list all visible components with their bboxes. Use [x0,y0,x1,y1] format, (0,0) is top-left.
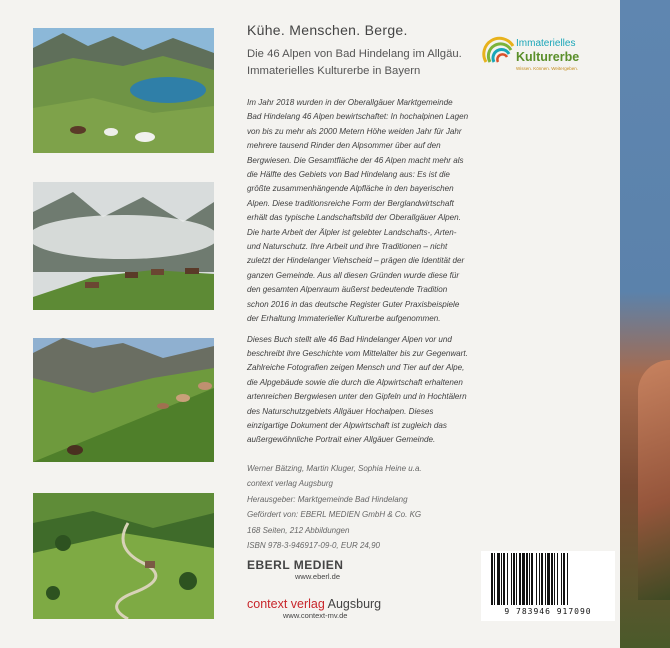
barcode-bar [522,553,525,605]
blurb-paragraph-1: Im Jahr 2018 wurden in der Oberallgäuer Marktgemeinde Bad Hindelang 46 Alpen bewirtschaftet: In hochalpinen Lagen von bis zu mehr als 2000 Metern Höhe weiden Jahr für Jahr mehrere tausend Rinder den Alpsommer über auf den Bergwiesen. Die Gesamtfläche der 46 Alpen macht mehr als die Hälfte des Gebiets von Bad Hindelang aus: Es ist die größte zusammenhängende Alpfläche in den bayerischen Alpen. Diese traditionsreiche Form der Berglandwirtschaft erhält das typische Landschaftsbild der Oberallgäuer Alpen. Die harte Arbeit der Älpler ist gelebter Landschafts-, Arten- und Naturschutz. Ihre Arbeit und ihre Traditionen – nicht zuletzt der Hindelanger Viehscheid – prägen die Identität der ganzen Gemeinde. Aus all diesen Gründen wurde diese für den gesamten Alpenraum äußerst bedeutende Tradition schon 2016 in das deutsche Register Guter Praxisbeispiele der Erhaltung Immaterieller Kulturerbe aufgenommen. [247,98,469,324]
barcode-bar [513,553,515,605]
context-verlag-logo [247,597,447,620]
subtitle-line-1: Die 46 Alpen von Bad Hindelang im Allgäu. [247,48,462,60]
blurb-paragraph-2: Dieses Buch stellt alle 46 Bad Hindelanger Alpen vor und beschreibt ihre Geschichte vom Mittelalter bis zur Gegenwart. Zahlreiche Fotografien zeigen Mensch und Tier auf der Alpe, die Alpgebäude sowie die durch die Alpwirtschaft erhaltenen artenreichen Bergwiesen unter den Gipfeln und in Hochtälern des Naturschutzgebiets Allgäuer Hochalpen. Dieses einzigartige Dokument der Alpwirtschaft ist zugleich das außergewöhnliche Portrait einer Allgäuer Gemeinde. [247,334,468,445]
photo-hillside-cows [33,338,214,462]
barcode-bar [491,553,493,605]
credits-sponsor: Gefördert von: EBERL MEDIEN GmbH & Co. KG [247,510,422,520]
barcode-bar [497,553,500,605]
eberl-url[interactable]: www.eberl.de [295,572,341,581]
barcode-bar [526,553,528,605]
title-block [247,22,472,80]
barcode-bar [507,553,508,605]
barcode-bar [494,553,495,605]
barcode-bar [561,553,562,605]
barcode-number: 9 783946 917090 [504,607,592,616]
barcode-bars [489,553,607,607]
context-url[interactable]: www.context-mv.de [283,611,348,620]
barcode-bar [536,553,537,605]
barcode-bar [539,553,540,605]
photo-green-valley [33,493,214,619]
eberl-medien-logo [247,558,397,581]
isbn-barcode [481,551,615,621]
green-valley-image [33,493,214,619]
barcode-bar [503,553,505,605]
eberl-name: EBERL MEDIEN [247,558,344,572]
book-title: Kühe. Menschen. Berge. [247,22,408,38]
photo-alpine-lake [33,28,214,153]
barcode-bar [529,553,530,605]
spine-edge-photo [620,0,670,648]
barcode-bar [545,553,546,605]
barcode-bar [541,553,543,605]
barcode-bar [557,553,558,605]
subtitle-line-2: Immaterielles Kulturerbe in Bayern [247,65,421,77]
rainbow-arc-icon [482,28,516,68]
barcode-bar [551,553,553,605]
barcode-bar [501,553,502,605]
barcode-bar [547,553,550,605]
barcode-bar [563,553,565,605]
credits-publisher: context verlag Augsburg [247,479,333,489]
photo-misty-pasture [33,182,214,310]
credits-editor: Herausgeber: Marktgemeinde Bad Hindelang [247,494,408,504]
kulturerbe-logo [480,28,600,78]
barcode-bar [511,553,512,605]
context-name: context verlag [247,597,325,611]
credits-pages: 168 Seiten, 212 Abbildungen [247,525,350,535]
blurb [247,96,469,454]
misty-pasture-image [33,182,214,310]
credits-isbn: ISBN 978-3-946917-09-0, EUR 24,90 [247,541,380,551]
barcode-bar [519,553,521,605]
context-city: Augsburg [327,597,382,611]
mountain-ridge-image [638,360,670,600]
credits-authors: Werner Bätzing, Martin Kluger, Sophia Heine u.a. [247,464,422,473]
barcode-bar [531,553,533,605]
logo-line-2: Kulturerbe [516,50,580,64]
barcode-bar [516,553,517,605]
context-name-row [247,597,447,611]
alpine-lake-image [33,28,214,153]
logo-tagline: Wissen. Können. Weitergeben. [516,66,578,71]
hillside-cows-image [33,338,214,462]
barcode-bar [554,553,555,605]
credits [247,461,472,553]
logo-line-1: Immaterielles [516,38,576,49]
barcode-bar [567,553,568,605]
